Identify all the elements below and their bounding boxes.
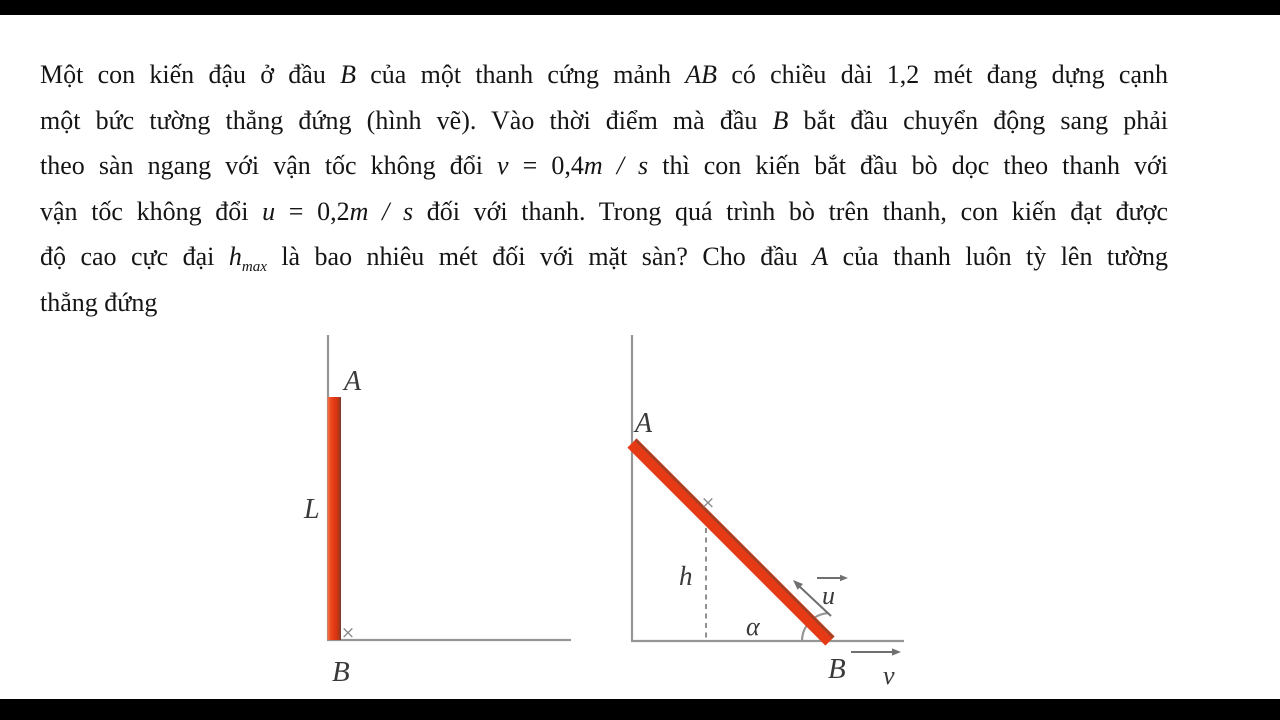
problem-line	[40, 234, 1168, 280]
problem-statement	[40, 52, 1168, 325]
problem-line	[40, 52, 1168, 98]
label-b: B	[332, 656, 350, 688]
v-overarrow-head-icon	[892, 648, 901, 655]
text-segment: đối với thanh. Trong quá trình bò trên thanh, con kiến đạt được	[413, 196, 1168, 226]
figure-rod-sliding	[600, 332, 945, 694]
figure-rod-vertical	[280, 332, 580, 692]
u-overarrow-head-icon	[840, 575, 848, 581]
ant-marker-icon: ×	[340, 623, 356, 643]
problem-line	[40, 98, 1168, 144]
math-segment: m / s	[349, 196, 414, 226]
math-segment: v	[497, 151, 509, 180]
ant-marker-icon: ×	[700, 493, 716, 513]
text-segment: của một thanh cứng mảnh	[355, 60, 686, 89]
label-a: A	[344, 366, 362, 397]
label-u: u	[822, 581, 835, 610]
text-segment: thì con kiến bắt đầu bò dọc theo thanh với	[648, 151, 1168, 180]
label-h: h	[679, 561, 693, 591]
label-b: B	[828, 653, 846, 685]
math-segment: B	[340, 60, 356, 89]
text-segment: mét đang dựng cạnh	[919, 60, 1169, 89]
label-alpha: α	[746, 612, 760, 641]
rod-edge-highlight	[635, 440, 833, 638]
math-segment: B	[772, 105, 789, 135]
label-a: A	[635, 408, 653, 439]
math-segment: AB	[685, 60, 718, 89]
text-segment: theo sàn ngang với vận tốc không đổi	[40, 151, 498, 180]
math-segment: h	[228, 242, 242, 271]
text-segment: là bao nhiêu mét đối với mặt sàn? Cho đầu	[266, 242, 813, 271]
text-segment: vận tốc không đổi	[40, 196, 263, 226]
rod-ab	[632, 443, 830, 641]
math-segment: u	[262, 196, 276, 226]
math-segment: max	[241, 259, 267, 275]
text-segment: 1,2	[886, 60, 920, 89]
text-segment: một bức tường thẳng đứng (hình vẽ). Vào thời điểm mà đầu	[40, 105, 773, 135]
text-segment: bắt đầu chuyển động sang phải	[788, 105, 1168, 135]
math-segment: m / s	[583, 151, 649, 180]
problem-line	[40, 189, 1168, 235]
problem-line	[40, 143, 1168, 189]
text-segment: Một con kiến đậu ở đầu	[40, 60, 341, 89]
rod-ab	[328, 397, 342, 640]
letterbox-top-bar	[0, 0, 1280, 15]
problem-line	[40, 280, 1168, 326]
math-segment: A	[812, 242, 829, 271]
text-segment: thẳng đứng	[40, 287, 158, 317]
text-segment: = 0,2	[275, 196, 350, 226]
text-segment: của thanh luôn tỳ lên tường	[828, 242, 1168, 271]
letterbox-bottom-bar	[0, 699, 1280, 720]
label-v: v	[883, 661, 895, 690]
text-segment: độ cao cực đại	[40, 242, 229, 271]
label-l: L	[304, 494, 320, 525]
text-segment: có chiều dài	[717, 60, 887, 89]
text-segment: = 0,4	[508, 151, 584, 180]
